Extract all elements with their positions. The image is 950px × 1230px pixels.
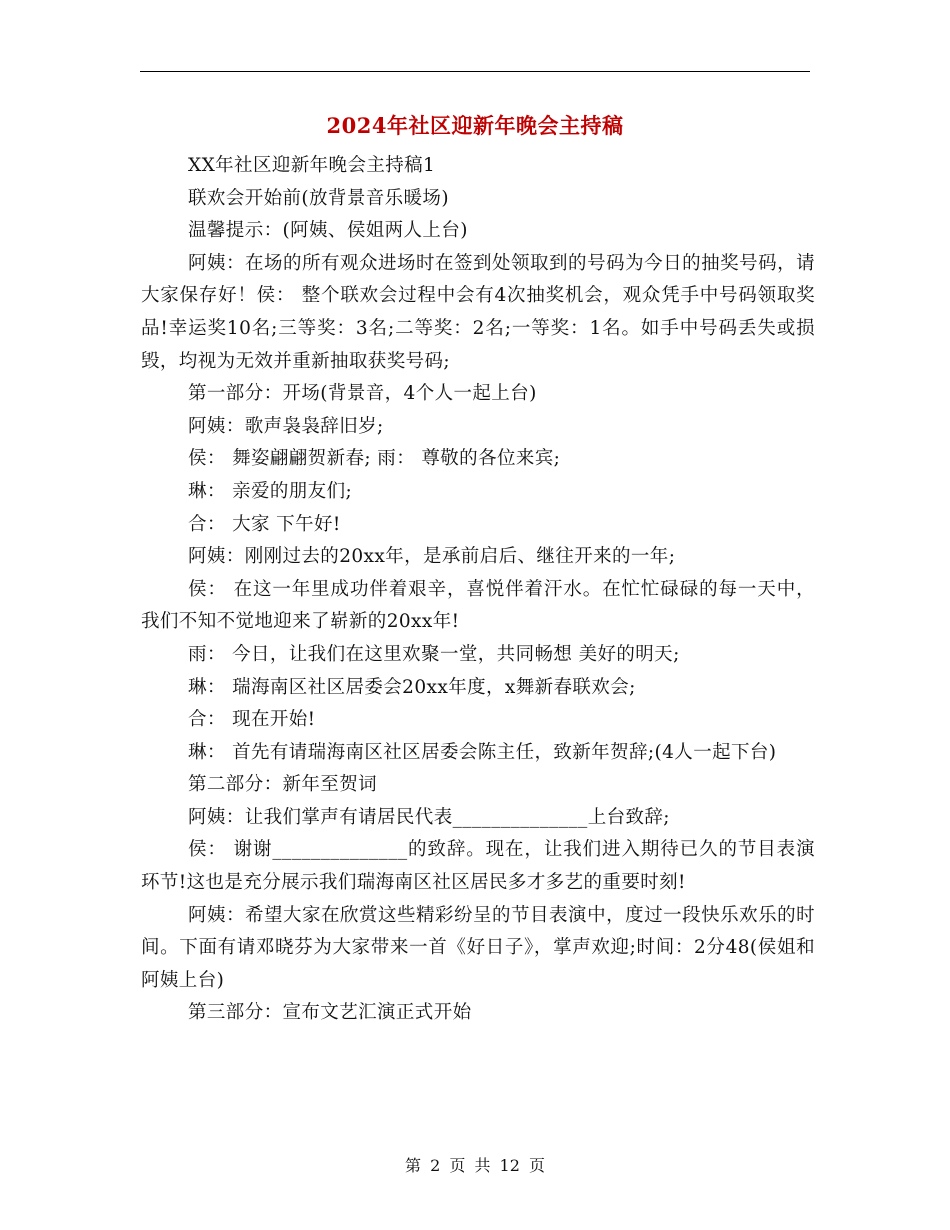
paragraph: 合： 大家 下午好! — [188, 513, 341, 535]
paragraph: 合： 现在开始! — [188, 709, 316, 731]
paragraph: 第一部分：开场(背景音，4个人一起上台) — [188, 383, 537, 405]
paragraph: 阿姨：歌声袅袅辞旧岁; — [188, 415, 384, 437]
paragraph: 阿姨：让我们掌声有请居民代表______________上台致辞; — [188, 806, 670, 828]
paragraph: XX年社区迎新年晚会主持稿1 — [188, 155, 436, 176]
paragraph: 琳： 亲爱的朋友们; — [188, 480, 353, 502]
document-title: 2024年社区迎新年晚会主持稿 — [326, 113, 624, 138]
paragraph: 侯： 谢谢______________的致辞。现在，让我们进入期待已久的节目表演环节!这也是充分展示我们瑞海南区社区居民多才多艺的重要时刻! — [141, 839, 815, 894]
paragraph: 第三部分：宣布文艺汇演正式开始 — [188, 1002, 472, 1024]
header-rule — [140, 71, 810, 72]
paragraph: 阿姨：在场的所有观众进场时在签到处领取到的号码为今日的抽奖号码，请大家保存好！侯： 整个联欢会过程中会有4次抽奖机会，观众凭手中号码领取奖品!幸运奖10名;三等奖：3名;二等奖：2名;一等奖：1名。如手中号码丢失或损毁，均视为无效并重新抽取获奖号码; — [141, 252, 815, 372]
paragraph: 琳： 首先有请瑞海南区社区居委会陈主任，致新年贺辞;(4人一起下台) — [188, 741, 777, 763]
paragraph: 雨： 今日，让我们在这里欢聚一堂，共同畅想 美好的明天; — [188, 643, 680, 665]
paragraph: 温馨提示：(阿姨、侯姐两人上台) — [188, 220, 468, 242]
paragraph: 琳： 瑞海南区社区居委会20xx年度，x舞新春联欢会; — [188, 676, 636, 698]
paragraph: 阿姨：希望大家在欣赏这些精彩纷呈的节目表演中，度过一段快乐欢乐的时间。下面有请邓晓芬为大家带来一首《好日子》，掌声欢迎;时间：2分48(侯姐和阿姨上台) — [141, 904, 815, 991]
paragraph: 联欢会开始前(放背景音乐暖场) — [188, 187, 449, 209]
paragraph: 侯： 舞姿翩翩贺新春; 雨： 尊敬的各位来宾; — [188, 448, 561, 470]
document-body — [141, 150, 815, 1030]
paragraph: 第二部分：新年至贺词 — [188, 774, 378, 796]
paragraph: 阿姨：刚刚过去的20xx年，是承前启后、继往开来的一年; — [188, 546, 676, 568]
page-footer: 第 2 页 共 12 页 — [405, 1156, 545, 1175]
paragraph: 侯： 在这一年里成功伴着艰辛，喜悦伴着汗水。在忙忙碌碌的每一天中，我们不知不觉地迎来了崭新的20xx年! — [141, 578, 815, 633]
